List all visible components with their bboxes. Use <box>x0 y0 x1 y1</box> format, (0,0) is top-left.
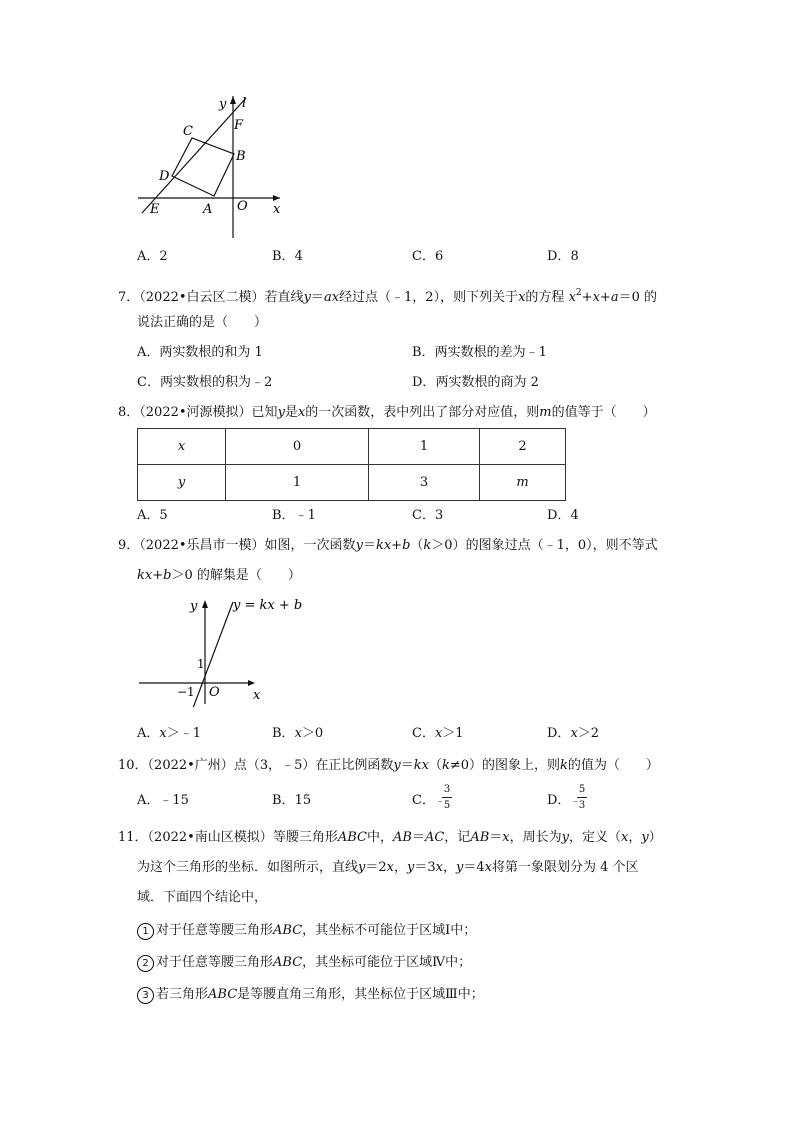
square-abcd <box>172 138 234 196</box>
q8-value-table <box>137 428 566 501</box>
q11-stem-line3: 域．下面四个结论中， <box>137 890 268 905</box>
table-cell: 1 <box>369 429 480 465</box>
q9-stem-line2: kx+b＞0 的解集是（ ） <box>137 568 301 583</box>
q11-stem-line1: 11．（2022•南山区模拟）等腰三角形ABC中，AB＝AC，记AB＝x，周长为y，定义（x，y） <box>118 830 662 845</box>
q7-stem-line1: 7．（2022•白云区二模）若直线y＝ax经过点（﹣1，2），则下列关于x的方程 $x^2+x+a=0$ 的 <box>118 288 657 305</box>
q8-option-a[interactable]: A．5 <box>137 508 168 523</box>
table-row <box>138 429 566 465</box>
label-y: y <box>219 97 227 112</box>
x-arrow <box>248 680 255 686</box>
table-cell: y <box>138 465 226 501</box>
q8-option-b[interactable]: B．﹣1 <box>272 508 316 523</box>
table-cell: 1 <box>226 465 369 501</box>
circled-number-3: 3 <box>137 987 154 1004</box>
label-b: B <box>236 149 246 164</box>
q7-option-b[interactable]: B．两实数根的差为﹣1 <box>412 345 547 360</box>
q8-option-c[interactable]: C．3 <box>412 508 444 523</box>
table-row <box>138 465 566 501</box>
q7-option-c[interactable]: C．两实数根的积为﹣2 <box>137 375 273 390</box>
label-equation: y = kx + b <box>233 598 303 613</box>
q7-stem-line2: 说法正确的是（ ） <box>137 315 268 330</box>
q9-option-b[interactable]: B．x＞0 <box>272 726 324 741</box>
label-d: D <box>159 169 170 184</box>
circled-number-1: 1 <box>137 923 154 940</box>
table-cell: x <box>138 429 226 465</box>
q9-option-d[interactable]: D．x＞2 <box>547 726 600 741</box>
table-cell: m <box>480 465 566 501</box>
q10-stem: 10．（2022•广州）点（3，﹣5）在正比例函数y＝kx（k≠0）的图象上，则k的值为（ ） <box>118 758 659 773</box>
line-l <box>142 98 246 213</box>
table-cell: 2 <box>480 429 566 465</box>
q11-statement-2: 2 对于任意等腰三角形ABC，其坐标可能位于区域Ⅳ中； <box>137 955 471 972</box>
q6-option-a[interactable]: A．2 <box>137 249 168 264</box>
q11-statement-3: 3 若三角形ABC是等腰直角三角形，其坐标位于区域Ⅲ中； <box>137 987 484 1004</box>
q6-option-c[interactable]: C．6 <box>412 249 444 264</box>
q10-option-a[interactable]: A．﹣15 <box>137 793 189 808</box>
q11-stem-line2: 为这个三角形的坐标．如图所示，直线y＝2x，y＝3x，y＝4x将第一象限划分为 4 个区 <box>137 860 639 875</box>
label-o: O <box>237 199 248 214</box>
denominator: 5 <box>443 800 451 811</box>
label-neg-one: −1 <box>177 685 195 699</box>
figure-q6-geometry <box>130 88 300 243</box>
denominator: 3 <box>578 800 586 811</box>
label-l: l <box>242 96 247 111</box>
numerator: 5 <box>578 784 586 795</box>
label-a: A <box>203 202 213 217</box>
q10-option-c[interactable]: C．﹣ <box>412 793 445 808</box>
q10-option-c-fraction <box>442 784 452 811</box>
label-f: F <box>234 118 244 133</box>
y-arrow <box>202 600 208 608</box>
q9-stem-line1: 9．（2022•乐昌市一模）如图，一次函数y＝kx+b（k＞0）的图象过点（﹣1，0），则不等式 <box>118 538 658 553</box>
q10-option-d-fraction <box>577 784 587 811</box>
q10-option-d[interactable]: D．﹣ <box>547 793 581 808</box>
figure-q9-graph <box>135 592 310 707</box>
label-one: 1 <box>197 657 205 671</box>
q7-option-a[interactable]: A．两实数根的和为 1 <box>137 345 263 360</box>
table-cell: 3 <box>369 465 480 501</box>
label-e: E <box>150 202 160 217</box>
label-x: x <box>253 688 261 703</box>
label-x: x <box>273 202 281 217</box>
q10-option-b[interactable]: B．15 <box>272 793 312 808</box>
label-c: C <box>183 124 193 139</box>
q8-option-d[interactable]: D．4 <box>547 508 579 523</box>
circled-number-2: 2 <box>137 955 154 972</box>
q8-stem: 8．（2022•河源模拟）已知y是x的一次函数，表中列出了部分对应值，则m的值等于（ ） <box>118 405 656 420</box>
label-y: y <box>190 599 198 614</box>
q6-option-b[interactable]: B．4 <box>272 249 303 264</box>
q11-statement-1: 1 对于任意等腰三角形ABC，其坐标不可能位于区域Ⅰ中； <box>137 923 476 940</box>
q9-option-a[interactable]: A．x＞﹣1 <box>137 726 202 741</box>
q6-option-d[interactable]: D．8 <box>547 249 579 264</box>
numerator: 3 <box>443 784 451 795</box>
label-o: O <box>209 685 220 700</box>
table-cell: 0 <box>226 429 369 465</box>
q9-option-c[interactable]: C．x＞1 <box>412 726 464 741</box>
y-arrow <box>230 96 236 104</box>
q7-option-d[interactable]: D．两实数根的商为 2 <box>412 375 539 390</box>
x-arrow <box>273 195 280 201</box>
